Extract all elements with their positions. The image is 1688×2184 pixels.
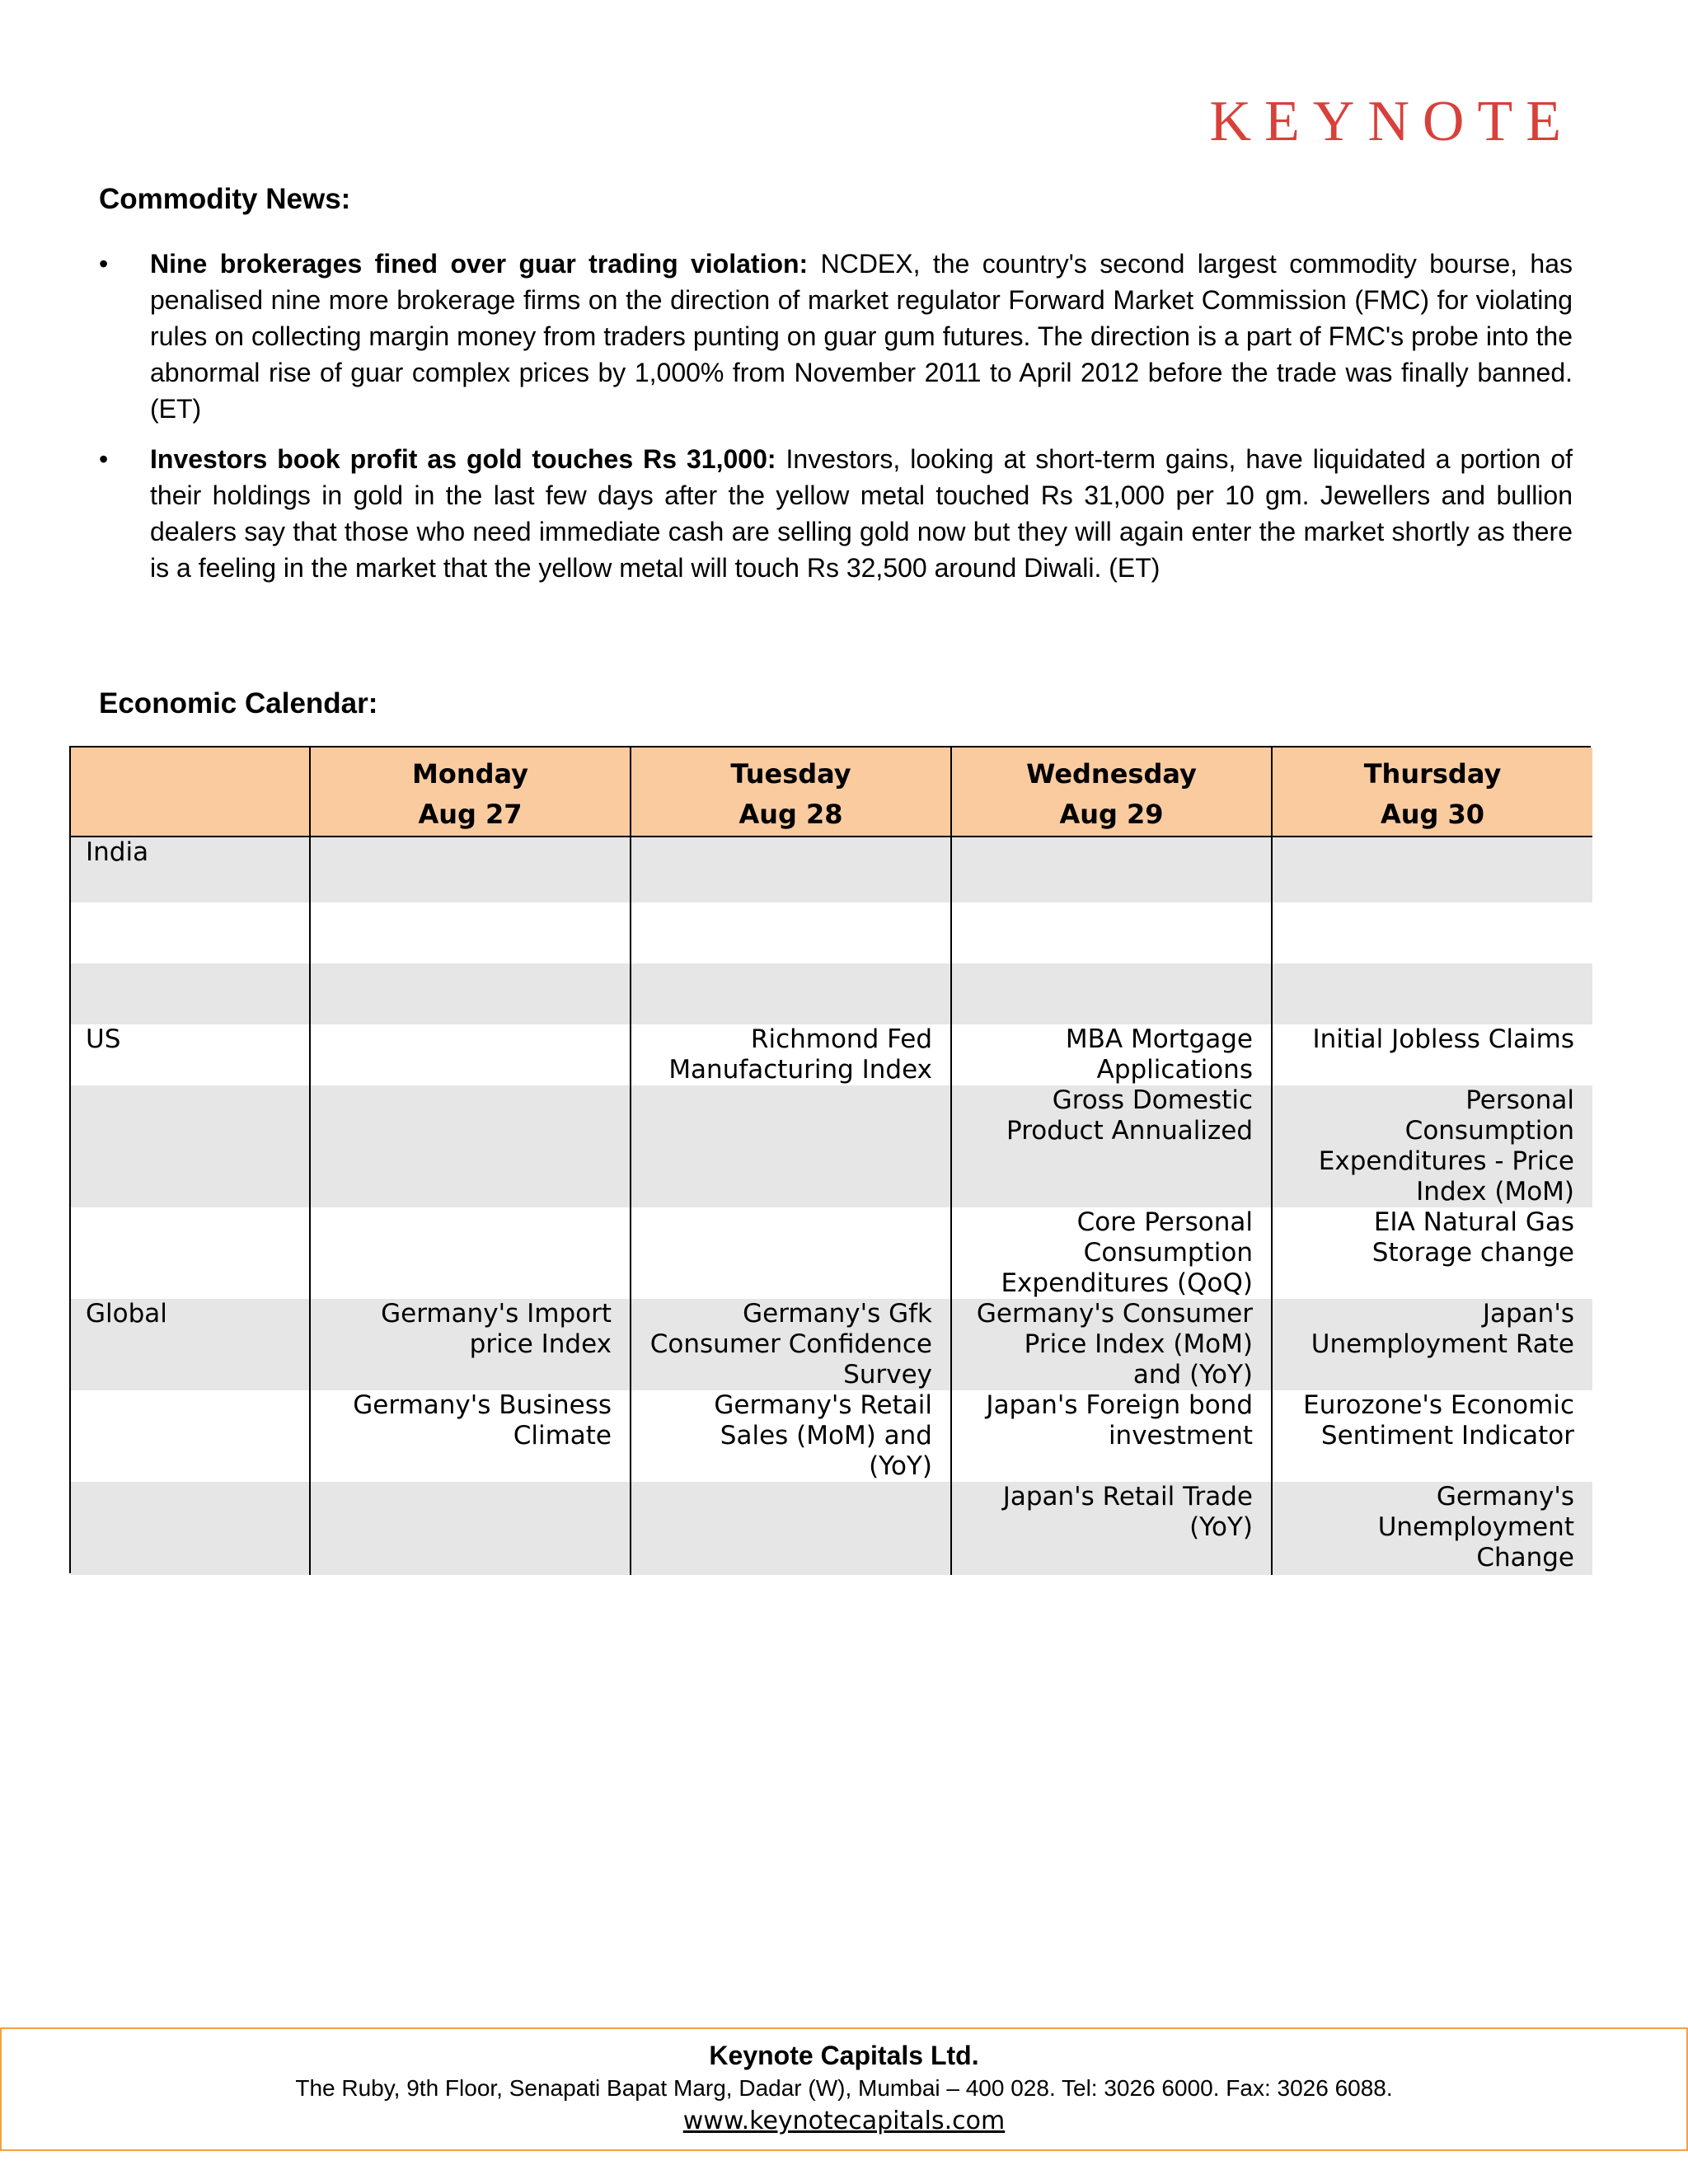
table-row — [71, 1085, 1592, 1207]
event-cell — [310, 963, 631, 1024]
news-list — [99, 246, 1573, 600]
event-cell — [310, 1207, 631, 1299]
event-cell: Personal Consumption Expenditures - Price Index (MoM) — [1272, 1085, 1592, 1207]
event-cell: MBA Mortgage Applications — [951, 1024, 1272, 1085]
footer-address: The Ruby, 9th Floor, Senapati Bapat Marg, Dadar (W), Mumbai – 400 028. Tel: 3026 6000. Fax: 3026 6088. — [295, 2075, 1393, 2101]
event-cell — [631, 837, 951, 902]
event-cell — [1272, 837, 1592, 902]
event-cell — [951, 837, 1272, 902]
calendar-header-row — [71, 748, 1592, 837]
event-cell — [310, 837, 631, 902]
event-cell: Japan's Retail Trade (YoY) — [951, 1482, 1272, 1575]
event-cell — [1272, 902, 1592, 963]
event-cell: Core Personal Consumption Expenditures (QoQ) — [951, 1207, 1272, 1299]
table-row — [71, 1207, 1592, 1299]
event-cell: Germany's Gfk Consumer Confidence Survey — [631, 1299, 951, 1390]
region-label: India — [71, 837, 310, 902]
economic-calendar-table — [69, 746, 1591, 1573]
table-row — [71, 1299, 1592, 1390]
region-label — [71, 902, 310, 963]
region-label: Global — [71, 1299, 310, 1390]
event-cell — [951, 902, 1272, 963]
news-body: NCDEX, the country's second largest commodity bourse, has penalised nine more brokerage firms on the direction of market regulator Forward Market Commission (FMC) for violating rules on collecting margin money from traders punting on guar gum futures. The direction is a part of FMC's probe into the abnormal rise of guar complex prices by 1,000% from November 2011 to April 2012 before the trade was finally banned. (ET) — [150, 249, 1573, 424]
region-label — [71, 1085, 310, 1207]
footer-website-link[interactable]: www.keynotecapitals.com — [682, 2107, 1006, 2135]
header-empty-cell — [71, 748, 310, 837]
table-row — [71, 1482, 1592, 1575]
table-row — [71, 963, 1592, 1024]
table-row — [71, 1390, 1592, 1482]
news-headline: Investors book profit as gold touches Rs 31,000: — [150, 444, 776, 474]
region-label — [71, 1390, 310, 1482]
commodity-news-title: Commodity News: — [99, 183, 351, 215]
event-cell — [951, 963, 1272, 1024]
event-cell — [310, 1482, 631, 1575]
region-label: US — [71, 1024, 310, 1085]
event-cell: Germany's Consumer Price Index (MoM) and (YoY) — [951, 1299, 1272, 1390]
event-cell — [631, 902, 951, 963]
event-cell: Japan's Foreign bond investment — [951, 1390, 1272, 1482]
footer-company-name: Keynote Capitals Ltd. — [709, 2041, 979, 2070]
bullet-icon: • — [99, 444, 109, 474]
region-label — [71, 1207, 310, 1299]
event-cell — [631, 1085, 951, 1207]
bullet-icon: • — [99, 249, 109, 279]
table-row — [71, 1024, 1592, 1085]
event-cell — [310, 1085, 631, 1207]
region-label — [71, 1482, 310, 1575]
event-cell — [1272, 963, 1592, 1024]
news-item — [99, 441, 1573, 586]
event-cell — [631, 963, 951, 1024]
news-body: Investors, looking at short-term gains, have liquidated a portion of their holdings in gold in the last few days after the yellow metal touched Rs 31,000 per 10 gm. Jewellers and bullion dealers say that those who need immediate cash are selling gold now but they will again enter the market shortly as there is a feeling in the market that the yellow metal will touch Rs 32,500 around Diwali. (ET) — [150, 444, 1573, 583]
event-cell: Richmond Fed Manufacturing Index — [631, 1024, 951, 1085]
keynote-logo: KEYNOTE — [1209, 90, 1574, 153]
event-cell: Germany's Retail Sales (MoM) and (YoY) — [631, 1390, 951, 1482]
news-item — [99, 246, 1573, 427]
event-cell — [631, 1482, 951, 1575]
event-cell — [631, 1207, 951, 1299]
header-day: Tuesday Aug 28 — [631, 748, 951, 837]
event-cell: Gross Domestic Product Annualized — [951, 1085, 1272, 1207]
event-cell: Eurozone's Economic Sentiment Indicator — [1272, 1390, 1592, 1482]
event-cell — [310, 1024, 631, 1085]
header-day: Wednesday Aug 29 — [951, 748, 1272, 837]
header-day: Thursday Aug 30 — [1272, 748, 1592, 837]
economic-calendar-title: Economic Calendar: — [99, 687, 378, 719]
footer — [0, 2027, 1688, 2151]
event-cell: EIA Natural Gas Storage change — [1272, 1207, 1592, 1299]
header-day: Monday Aug 27 — [310, 748, 631, 837]
event-cell: Initial Jobless Claims — [1272, 1024, 1592, 1085]
event-cell: Germany's Import price Index — [310, 1299, 631, 1390]
event-cell: Germany's Business Climate — [310, 1390, 631, 1482]
region-label — [71, 963, 310, 1024]
table-row — [71, 902, 1592, 963]
event-cell: Japan's Unemployment Rate — [1272, 1299, 1592, 1390]
event-cell: Germany's Unemployment Change — [1272, 1482, 1592, 1575]
event-cell — [310, 902, 631, 963]
table-row — [71, 837, 1592, 902]
news-headline: Nine brokerages fined over guar trading violation: — [150, 249, 809, 279]
